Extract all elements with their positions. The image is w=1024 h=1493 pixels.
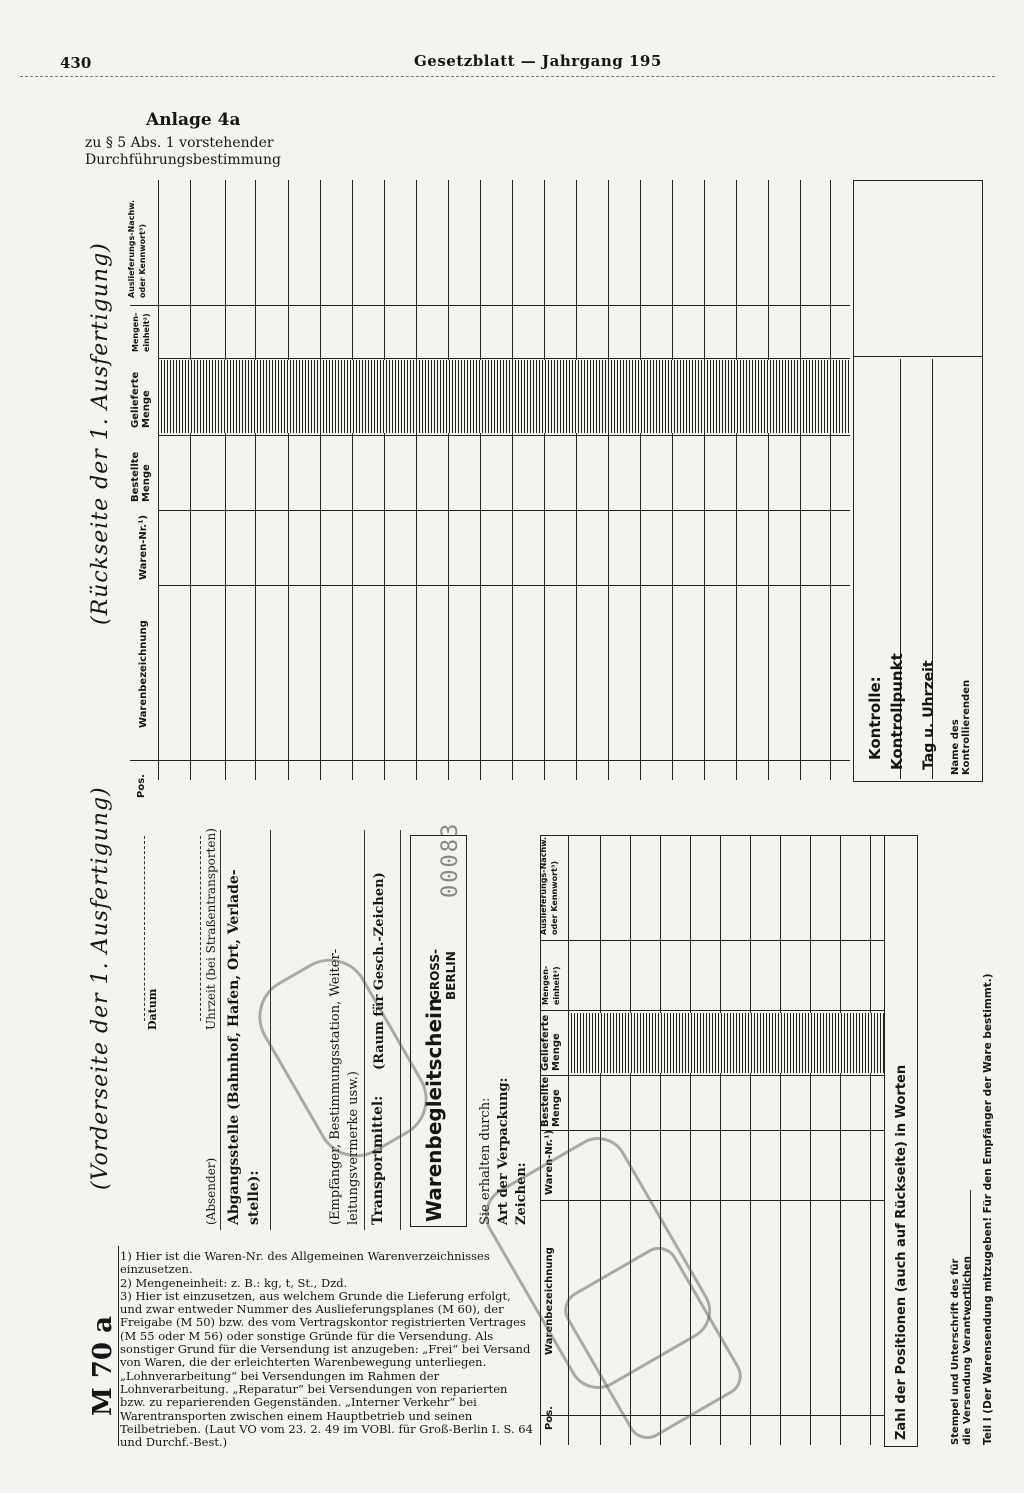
back-col-sep xyxy=(130,305,850,306)
back-col-header-nachweis: Auslieferungs-Nachw. oder Kennwort³) xyxy=(127,199,147,298)
back-col-sep xyxy=(130,760,850,761)
front-col-sep xyxy=(540,1130,885,1131)
page-number: 430 xyxy=(60,54,92,72)
control-point-label: Kontrollpunkt xyxy=(888,653,906,770)
positions-count-label: Zahl der Positionen (auch auf Rückseite) in Worten xyxy=(894,1064,909,1440)
teil-label: Teil I (Der Warensendung mitzugeben! Für den Empfänger der Ware bestimmt.) xyxy=(982,973,994,1445)
front-table-top xyxy=(540,835,885,836)
front-col-header-nachweis: Auslieferungs-Nachw. oder Kennwort³) xyxy=(539,836,559,935)
front-row-line xyxy=(750,835,751,1445)
raum-label: (Raum für Gesch.-Zeichen) xyxy=(372,872,387,1070)
running-title: Gesetzblatt — Jahrgang 195 xyxy=(414,52,662,70)
front-col-header-einheit: Mengen-einheit²) xyxy=(541,965,561,1005)
anlage-title: Anlage 4a xyxy=(146,110,241,130)
form-code-rule xyxy=(118,1246,119,1446)
datum-label: Datum xyxy=(146,988,159,1030)
back-row-line xyxy=(320,180,321,780)
control-date-label: Tag u. Uhrzeit xyxy=(921,660,937,770)
back-row-line xyxy=(352,180,353,780)
transportmittel-label: Transportmittel: xyxy=(370,1095,386,1225)
front-col-sep xyxy=(540,940,885,941)
empfaenger-label: (Empfänger, Bestimmungsstation, Weiter- xyxy=(328,948,343,1225)
footnote-1: 1) Hier ist die Waren-Nr. des Allgemeinen Warenverzeichnisses einzusetzen. xyxy=(120,1249,490,1277)
transportmittel-line xyxy=(400,830,401,1230)
uhrzeit-line xyxy=(200,836,201,1021)
back-side-title: (Rückseite der 1. Ausfertigung) xyxy=(88,242,113,625)
back-row-line xyxy=(608,180,609,780)
back-row-line xyxy=(384,180,385,780)
back-row-line xyxy=(448,180,449,780)
back-row-line xyxy=(255,180,256,780)
front-row-line xyxy=(840,835,841,1445)
back-row-line xyxy=(830,180,831,780)
back-row-line xyxy=(480,180,481,780)
back-row-line xyxy=(576,180,577,780)
back-col-header-gelieferte: Gelieferte Menge xyxy=(130,371,152,428)
back-col-header-pos: Pos. xyxy=(136,774,147,798)
front-col-sep xyxy=(540,1075,885,1076)
control-label: Kontrolle: xyxy=(866,676,884,760)
back-col-header-bestellte: Bestellte Menge xyxy=(130,451,152,502)
back-col-sep xyxy=(158,435,850,436)
back-row-line xyxy=(736,180,737,780)
anlage-ref-line2: Durchführungsbestimmung xyxy=(85,152,281,168)
abgangsstelle-label: Abgangsstelle (Bahnhof, Hafen, Ort, Verlade- xyxy=(226,869,242,1225)
back-col-header-bezeichnung: Warenbezeichnung xyxy=(138,620,149,728)
empfaenger-label-2: leitungsvermerke usw.) xyxy=(346,1071,361,1225)
back-col-header-warennr: Waren-Nr.¹) xyxy=(138,514,149,580)
absender-label: (Absender) xyxy=(204,1157,218,1225)
erhalten-label: Sie erhalten durch: xyxy=(478,1097,493,1225)
uhrzeit-label: Uhrzeit (bei Straßentransporten) xyxy=(204,828,218,1030)
front-col-header-bezeichnung: Warenbezeichnung xyxy=(544,1247,555,1355)
back-row-line xyxy=(190,180,191,780)
control-box-divider xyxy=(854,356,982,357)
absender-line xyxy=(220,830,221,1230)
front-row-line xyxy=(810,835,811,1445)
back-row-line xyxy=(416,180,417,780)
footnote-3: 3) Hier ist einzusetzen, aus welchem Grunde die Lieferung erfolgt, und zwar entweder Nummer des Auslieferungsplanes (M 60), der Freigabe (M 50) bzw. des vom Vertragskontor registrierten Vertrages (M 55 oder M 56) oder sonstige Gründe für die Versendung. Als sonstiger Grund für die Versendung ist anzugeben: „Frei“ bei Versand von Waren, die der erleichterten Warenbewegung unterliegen. „Lohnverarbeitung“ bei Versendungen im Rahmen der Lohnverarbeitung. „Reparatur“ bei Versendungen von reparierten bzw. zu reparierenden Gegenständen. „Interner Verkehr“ bei Warentransporten zwischen einem Hauptbetrieb und seinen Teilbetrieben. (Laut VO vom 23. 2. 49 im VOBl. für Groß-Berlin I. S. 64 und Durchf.-Best.) xyxy=(120,1288,533,1450)
zeichen-label: Zeichen: xyxy=(514,1162,529,1225)
gross-berlin-label: GROSS- xyxy=(428,948,442,1000)
footnote-2: 2) Mengeneinheit: z. B.: kg, t, St., Dzd. xyxy=(120,1275,348,1290)
back-col-sep xyxy=(158,510,850,511)
back-row-line xyxy=(288,180,289,780)
front-col-sep xyxy=(540,1415,885,1416)
front-col-header-pos: Pos. xyxy=(544,1406,555,1430)
back-row-line xyxy=(640,180,641,780)
front-side-title: (Vorderseite der 1. Ausfertigung) xyxy=(88,786,113,1190)
header-rule xyxy=(20,76,995,77)
serial-number: 00083 xyxy=(438,821,463,898)
back-col-header-einheit: Mengen-einheit²) xyxy=(131,312,151,352)
front-col-header-gelieferte: Gelieferte Menge xyxy=(540,1014,562,1071)
control-name-label: Name des Kontrollierenden xyxy=(950,679,972,775)
abgangsstelle-label-2: stelle): xyxy=(246,1170,262,1225)
back-hatched-column xyxy=(158,360,850,433)
front-col-header-warennr: Waren-Nr.¹) xyxy=(544,1129,555,1195)
verpackung-label: Art der Verpackung: xyxy=(496,1077,511,1225)
datum-line xyxy=(144,836,145,1021)
front-row-line xyxy=(870,835,871,1445)
back-row-line xyxy=(544,180,545,780)
back-row-line xyxy=(704,180,705,780)
form-code: M 70 a xyxy=(88,1316,118,1416)
front-row-line xyxy=(780,835,781,1445)
back-row-line xyxy=(672,180,673,780)
stempel-label: Stempel und Unterschrift des für xyxy=(950,1258,961,1445)
back-row-line xyxy=(512,180,513,780)
back-row-line xyxy=(768,180,769,780)
warenbegleitschein-title: Warenbegleitschein xyxy=(422,997,446,1222)
anlage-reference xyxy=(85,135,281,169)
footnotes xyxy=(120,1250,536,1449)
front-col-header-bestellte: Bestellte Menge xyxy=(540,1076,562,1127)
stempel-label-2: die Versendung Verantwortlichen xyxy=(962,1256,973,1445)
front-col-sep xyxy=(540,1010,885,1011)
back-row-line xyxy=(225,180,226,780)
front-hatched-column xyxy=(568,1013,885,1073)
back-col-sep xyxy=(158,585,850,586)
anlage-ref-line1: zu § 5 Abs. 1 vorstehender xyxy=(85,135,274,151)
signature-line xyxy=(970,1190,971,1310)
back-row-line xyxy=(800,180,801,780)
back-col-sep xyxy=(158,358,850,359)
back-row-line xyxy=(158,180,159,780)
back-side-form xyxy=(127,180,850,798)
gross-berlin-label-2: BERLIN xyxy=(444,951,458,1000)
